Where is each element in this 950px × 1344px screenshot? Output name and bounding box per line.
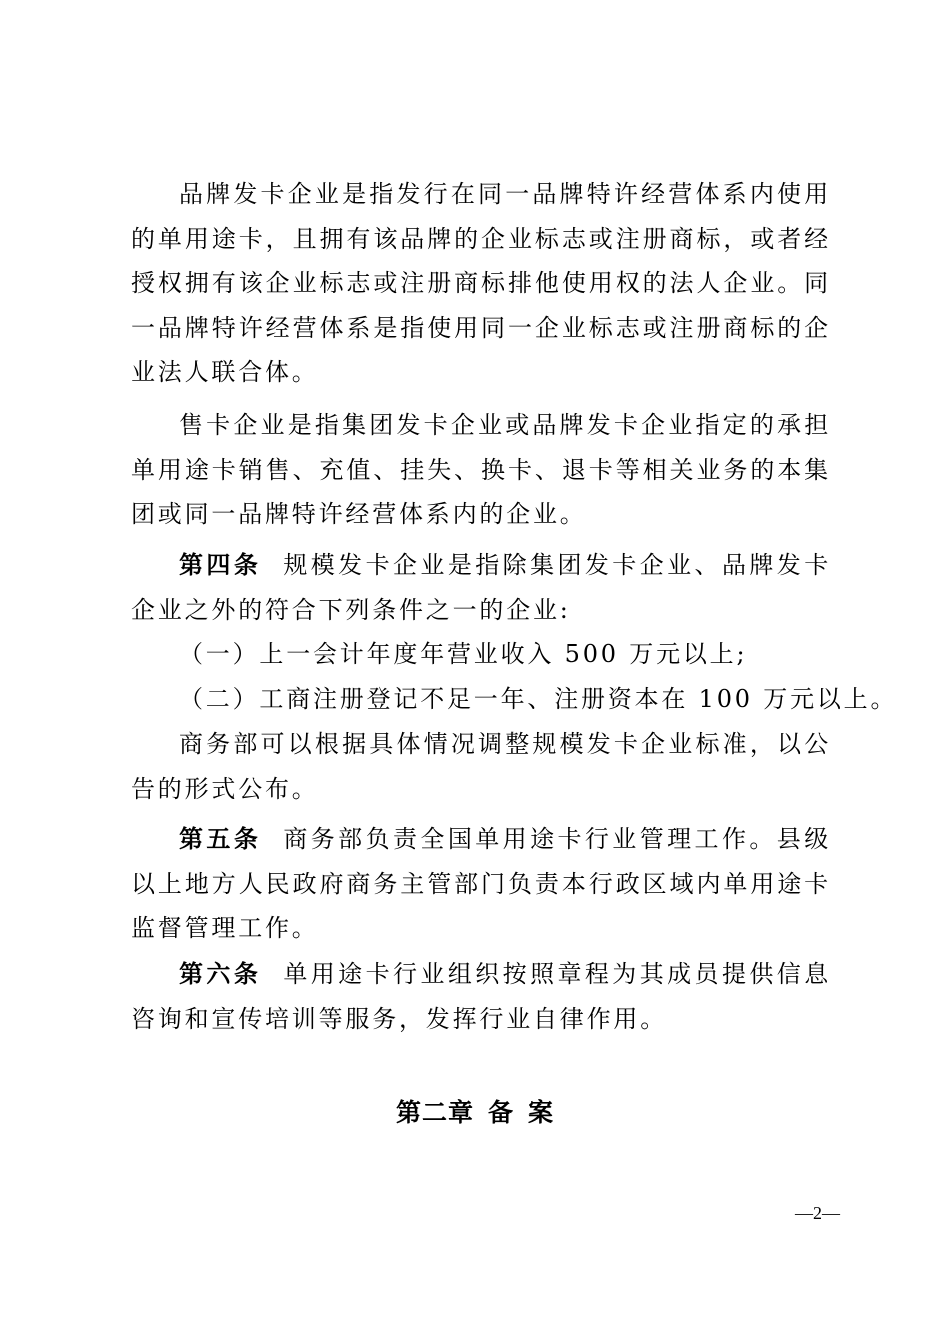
article-6 [131,952,831,1041]
chapter-number: 第二章 [395,1098,474,1127]
paragraph-brand-card-issuer: 品牌发卡企业是指发行在同一品牌特许经营体系内使用的单用途卡，且拥有该品牌的企业标志或注册商标，或者经授权拥有该企业标志或注册商标排他使用权的法人企业。同一品牌特许经营体系是指使用同一企业标志或注册商标的企业法人联合体。 [131,180,831,386]
article-5-text: 商务部负责全国单用途卡行业管理工作。县级以上地方人民政府商务主管部门负责本行政区域内单用途卡监督管理工作。 [131,825,832,942]
article-4-label: 第四条 [179,550,262,579]
article-4 [131,543,831,632]
article-4-text: 规模发卡企业是指除集团发卡企业、品牌发卡企业之外的符合下列条件之一的企业: [131,551,832,624]
chapter-title-char-1: 备 [487,1098,514,1127]
article-4-note: 商务部可以根据具体情况调整规模发卡企业标准，以公告的形式公布。 [131,730,831,803]
article-4-item-1: （一）上一会计年度年营业收入 500 万元以上; [179,640,748,668]
page-number: —2— [795,1203,840,1223]
article-5-label: 第五条 [179,824,262,853]
article-4-item-2: （二）工商注册登记不足一年、注册资本在 100 万元以上。 [179,685,898,713]
paragraph-card-seller: 售卡企业是指集团发卡企业或品牌发卡企业指定的承担单用途卡销售、充值、挂失、换卡、退卡等相关业务的本集团或同一品牌特许经营体系内的企业。 [131,411,831,528]
article-6-label: 第六条 [179,959,262,988]
chapter-heading [0,1093,950,1129]
article-6-text: 单用途卡行业组织按照章程为其成员提供信息咨询和宣传培训等服务，发挥行业自律作用。 [131,960,832,1033]
chapter-title-char-2: 案 [528,1098,555,1127]
article-5 [131,817,831,951]
